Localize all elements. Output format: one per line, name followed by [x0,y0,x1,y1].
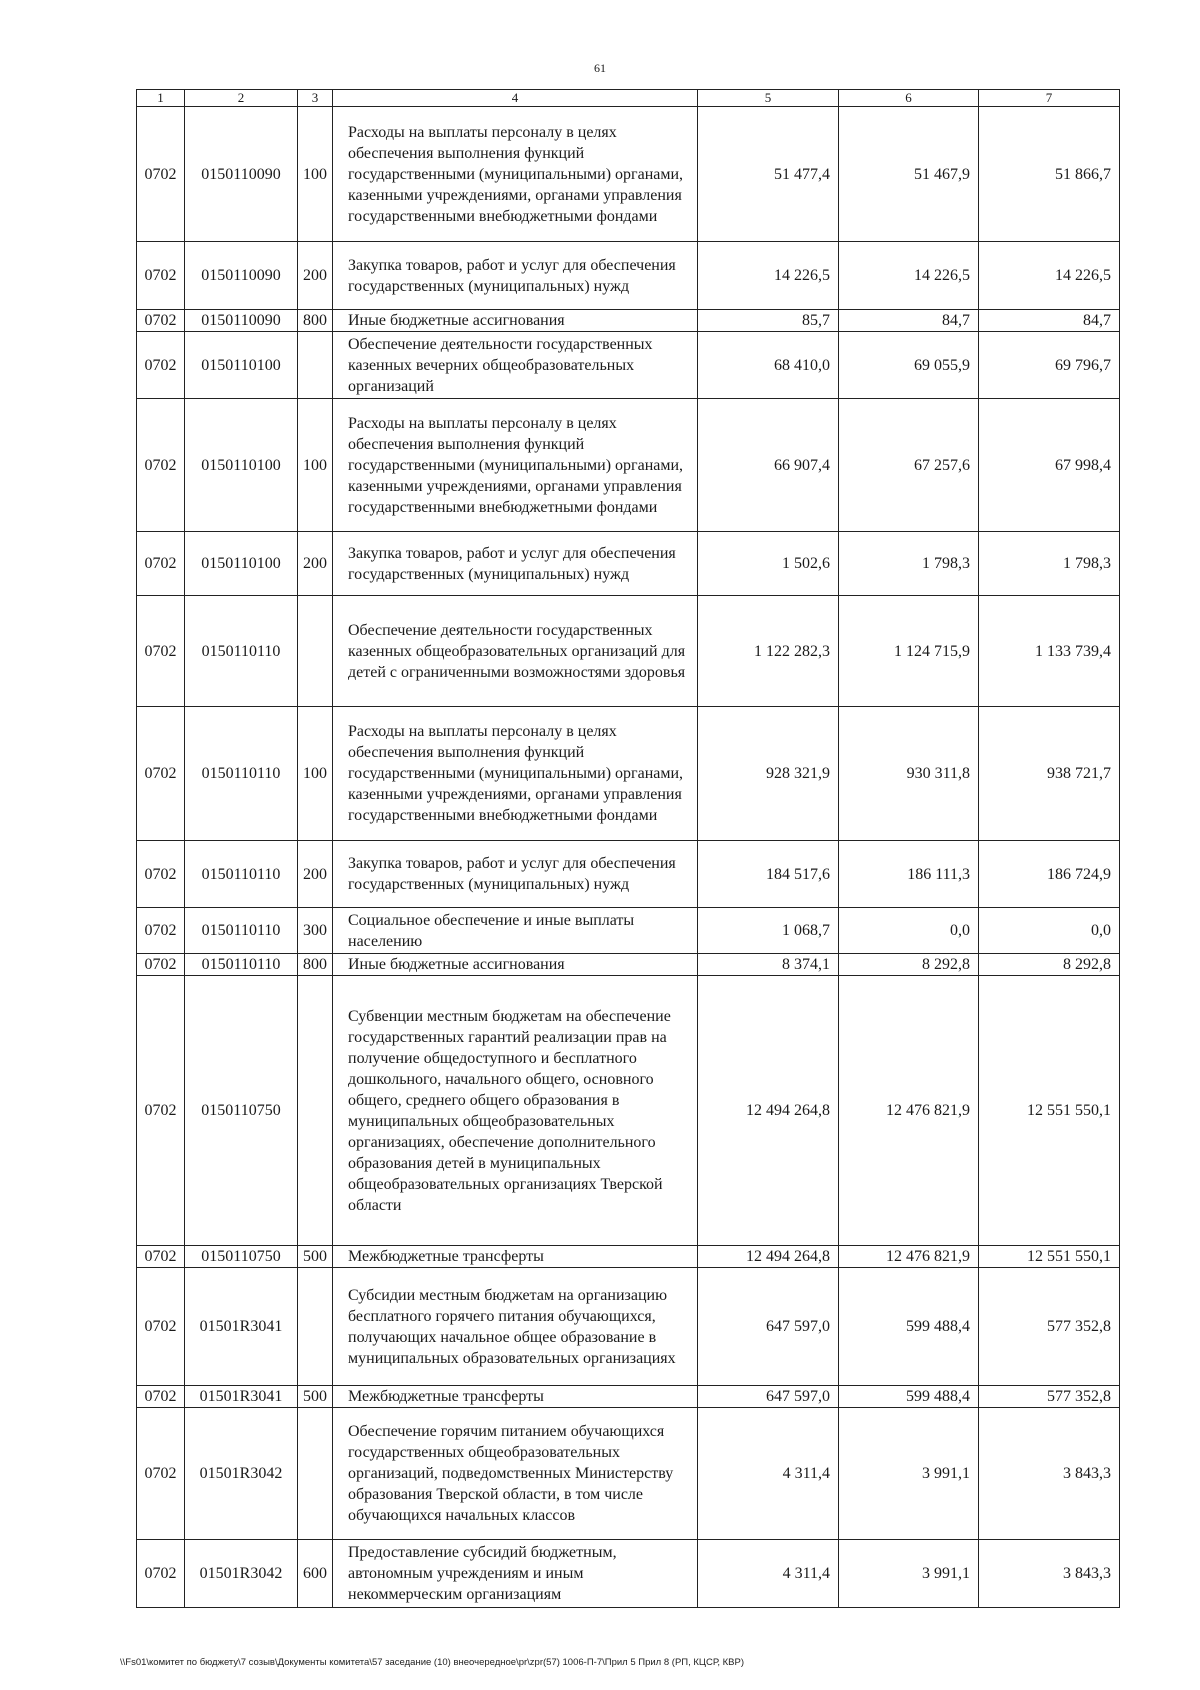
column-number: 7 [979,90,1120,107]
amount-year-2: 14 226,5 [839,242,979,310]
amount-year-1: 8 374,1 [698,954,839,976]
amount-year-1: 4 311,4 [698,1540,839,1608]
amount-year-3: 938 721,7 [979,707,1120,841]
item-name: Предоставление субсидий бюджетным, автономным учреждениям и иным некоммерческим организациям [333,1540,698,1608]
section-code: 0702 [137,1386,185,1408]
amount-year-2: 186 111,3 [839,841,979,908]
expense-type-code: 200 [298,841,333,908]
item-name: Закупка товаров, работ и услуг для обеспечения государственных (муниципальных) нужд [333,841,698,908]
amount-year-2: 599 488,4 [839,1386,979,1408]
table-row [137,707,1120,841]
table-row [137,976,1120,1246]
expense-type-code [298,1268,333,1386]
amount-year-1: 184 517,6 [698,841,839,908]
expense-type-code: 800 [298,310,333,332]
amount-year-3: 8 292,8 [979,954,1120,976]
amount-year-2: 8 292,8 [839,954,979,976]
amount-year-2: 51 467,9 [839,107,979,242]
section-code: 0702 [137,954,185,976]
item-name: Межбюджетные трансферты [333,1246,698,1268]
amount-year-3: 3 843,3 [979,1540,1120,1608]
section-code: 0702 [137,976,185,1246]
section-code: 0702 [137,908,185,954]
item-name: Иные бюджетные ассигнования [333,310,698,332]
amount-year-2: 599 488,4 [839,1268,979,1386]
table-row [137,107,1120,242]
amount-year-2: 3 991,1 [839,1408,979,1540]
amount-year-1: 647 597,0 [698,1268,839,1386]
target-article-code: 0150110110 [185,841,298,908]
table-row [137,1540,1120,1608]
amount-year-2: 84,7 [839,310,979,332]
item-name: Расходы на выплаты персоналу в целях обеспечения выполнения функций государственными (муниципальными) органами, казенными учреждениями, органами управления государственными внебюджетными фондами [333,399,698,532]
table-row [137,1246,1120,1268]
amount-year-1: 68 410,0 [698,332,839,399]
expense-type-code: 100 [298,707,333,841]
amount-year-3: 0,0 [979,908,1120,954]
table-row [137,242,1120,310]
section-code: 0702 [137,707,185,841]
section-code: 0702 [137,1540,185,1608]
table-row [137,1268,1120,1386]
amount-year-3: 14 226,5 [979,242,1120,310]
item-name: Обеспечение деятельности государственных казенных вечерних общеобразовательных организаций [333,332,698,399]
amount-year-1: 12 494 264,8 [698,976,839,1246]
expense-type-code: 800 [298,954,333,976]
expense-type-code: 100 [298,107,333,242]
target-article-code: 0150110750 [185,976,298,1246]
target-article-code: 0150110100 [185,399,298,532]
expense-type-code: 500 [298,1386,333,1408]
item-name: Иные бюджетные ассигнования [333,954,698,976]
table-row [137,596,1120,707]
expense-type-code: 200 [298,242,333,310]
amount-year-2: 0,0 [839,908,979,954]
target-article-code: 01501R3042 [185,1408,298,1540]
column-number: 5 [698,90,839,107]
section-code: 0702 [137,332,185,399]
target-article-code: 0150110110 [185,596,298,707]
table-row [137,1408,1120,1540]
item-name: Расходы на выплаты персоналу в целях обеспечения выполнения функций государственными (муниципальными) органами, казенными учреждениями, органами управления государственными внебюджетными фондами [333,107,698,242]
amount-year-3: 1 133 739,4 [979,596,1120,707]
item-name: Расходы на выплаты персоналу в целях обеспечения выполнения функций государственными (муниципальными) органами, казенными учреждениями, органами управления государственными внебюджетными фондами [333,707,698,841]
target-article-code: 01501R3041 [185,1386,298,1408]
section-code: 0702 [137,310,185,332]
expense-type-code [298,976,333,1246]
amount-year-1: 1 068,7 [698,908,839,954]
target-article-code: 0150110090 [185,242,298,310]
target-article-code: 0150110090 [185,310,298,332]
table-row [137,332,1120,399]
item-name: Закупка товаров, работ и услуг для обеспечения государственных (муниципальных) нужд [333,532,698,596]
section-code: 0702 [137,399,185,532]
column-number: 1 [137,90,185,107]
amount-year-1: 928 321,9 [698,707,839,841]
amount-year-1: 647 597,0 [698,1386,839,1408]
table-row [137,908,1120,954]
target-article-code: 01501R3041 [185,1268,298,1386]
amount-year-1: 1 502,6 [698,532,839,596]
item-name: Субвенции местным бюджетам на обеспечение государственных гарантий реализации прав на получение общедоступного и бесплатного дошкольного, начального общего, основного общего, среднего общего образования в муниципальных общеобразовательных организациях, обеспечение дополнительного образования детей в муниципальных общеобразовательных организациях Тверской области [333,976,698,1246]
table-row [137,399,1120,532]
item-name: Обеспечение горячим питанием обучающихся государственных общеобразовательных организаций, подведомственных Министерству образования Тверской области, в том числе обучающихся начальных классов [333,1408,698,1540]
amount-year-3: 1 798,3 [979,532,1120,596]
column-number: 3 [298,90,333,107]
expense-type-code: 100 [298,399,333,532]
column-number: 2 [185,90,298,107]
target-article-code: 01501R3042 [185,1540,298,1608]
page-number: 61 [594,61,606,75]
file-path-footer: \\Fs01\комитет по бюджету\7 созыв\Документы комитета\57 заседание (10) внеочередное\pr\zpr(57) 1006-П-7\Прил 5 Прил 8 (РП, КЦСР, КВР) [120,1657,745,1668]
amount-year-3: 3 843,3 [979,1408,1120,1540]
amount-year-3: 51 866,7 [979,107,1120,242]
expense-type-code [298,1408,333,1540]
item-name: Субсидии местным бюджетам на организацию бесплатного горячего питания обучающихся, получающих начальное общее образование в муниципальных образовательных организациях [333,1268,698,1386]
amount-year-2: 1 798,3 [839,532,979,596]
amount-year-1: 14 226,5 [698,242,839,310]
amount-year-1: 51 477,4 [698,107,839,242]
amount-year-2: 67 257,6 [839,399,979,532]
target-article-code: 0150110110 [185,954,298,976]
amount-year-3: 84,7 [979,310,1120,332]
budget-table [136,89,1120,1608]
amount-year-2: 69 055,9 [839,332,979,399]
amount-year-1: 1 122 282,3 [698,596,839,707]
amount-year-1: 12 494 264,8 [698,1246,839,1268]
item-name: Социальное обеспечение и иные выплаты населению [333,908,698,954]
column-number: 4 [333,90,698,107]
section-code: 0702 [137,1268,185,1386]
amount-year-1: 85,7 [698,310,839,332]
expense-type-code: 200 [298,532,333,596]
amount-year-3: 577 352,8 [979,1386,1120,1408]
item-name: Закупка товаров, работ и услуг для обеспечения государственных (муниципальных) нужд [333,242,698,310]
section-code: 0702 [137,107,185,242]
target-article-code: 0150110100 [185,332,298,399]
amount-year-2: 12 476 821,9 [839,1246,979,1268]
table-row [137,532,1120,596]
section-code: 0702 [137,242,185,310]
amount-year-3: 12 551 550,1 [979,1246,1120,1268]
section-code: 0702 [137,596,185,707]
section-code: 0702 [137,1246,185,1268]
amount-year-3: 69 796,7 [979,332,1120,399]
target-article-code: 0150110750 [185,1246,298,1268]
amount-year-2: 3 991,1 [839,1540,979,1608]
section-code: 0702 [137,532,185,596]
expense-type-code: 600 [298,1540,333,1608]
amount-year-1: 66 907,4 [698,399,839,532]
section-code: 0702 [137,841,185,908]
column-number-row [137,90,1120,107]
amount-year-3: 186 724,9 [979,841,1120,908]
item-name: Межбюджетные трансферты [333,1386,698,1408]
amount-year-2: 1 124 715,9 [839,596,979,707]
amount-year-2: 930 311,8 [839,707,979,841]
amount-year-2: 12 476 821,9 [839,976,979,1246]
section-code: 0702 [137,1408,185,1540]
amount-year-3: 577 352,8 [979,1268,1120,1386]
amount-year-1: 4 311,4 [698,1408,839,1540]
item-name: Обеспечение деятельности государственных казенных общеобразовательных организаций для детей с ограниченными возможностями здоровья [333,596,698,707]
column-number: 6 [839,90,979,107]
expense-type-code [298,332,333,399]
expense-type-code [298,596,333,707]
target-article-code: 0150110110 [185,908,298,954]
expense-type-code: 500 [298,1246,333,1268]
table-row [137,310,1120,332]
amount-year-3: 12 551 550,1 [979,976,1120,1246]
table-row [137,841,1120,908]
table-row [137,1386,1120,1408]
target-article-code: 0150110090 [185,107,298,242]
target-article-code: 0150110110 [185,707,298,841]
expense-type-code: 300 [298,908,333,954]
table-row [137,954,1120,976]
target-article-code: 0150110100 [185,532,298,596]
amount-year-3: 67 998,4 [979,399,1120,532]
